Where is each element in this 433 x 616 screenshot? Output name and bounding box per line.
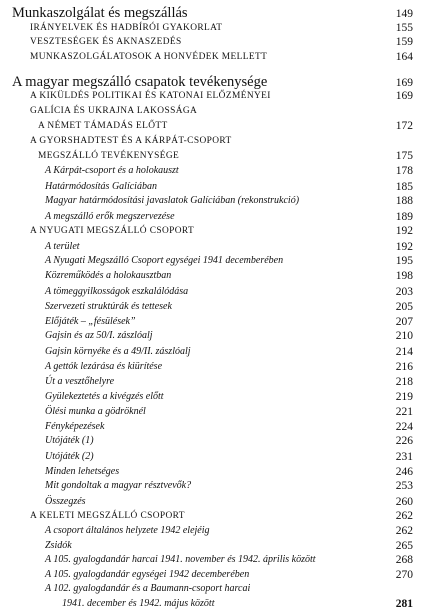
toc-entry-page: 219 [395, 390, 413, 403]
toc-entry-page: 203 [395, 285, 413, 298]
toc-entry-title: Magyar határmódosítási javaslatok Galíciában (rekonstrukció) [45, 195, 300, 207]
toc-entry-subsection [0, 163, 433, 179]
toc-entry-page: 178 [395, 165, 413, 178]
toc-entry-section [0, 20, 433, 36]
toc-entry-subsection [0, 567, 433, 583]
toc-entry-subsection [0, 209, 433, 225]
toc-entry-title: A csoport általános helyzete 1942 elejéig [45, 524, 210, 536]
toc-entry-title: 1941. december és 1942. május között [62, 598, 215, 609]
toc-entry-page: 262 [395, 524, 413, 537]
toc-entry-title: A gettók lezárása és kiürítése [45, 360, 163, 372]
toc-entry-page: 159 [395, 36, 413, 49]
toc-entry-page: 270 [395, 568, 413, 581]
toc-entry-title: A megszálló erők megszervezése [45, 210, 175, 222]
toc-entry-title: VESZTESÉGEK ÉS AKNASZEDÉS [30, 37, 182, 48]
toc-entry-page: 149 [395, 8, 413, 20]
toc-entry-section [0, 223, 433, 239]
toc-entry-title: A Kárpát-csoport és a holokauszt [45, 165, 179, 177]
toc-entry-title: Fényképezések [45, 420, 105, 432]
toc-entry-page: 192 [395, 225, 413, 238]
toc-entry-page: 265 [395, 539, 413, 552]
toc-entry-subsection [0, 449, 433, 465]
toc-entry-title: Zsidók [45, 539, 72, 551]
toc-entry-page: 175 [395, 150, 413, 163]
toc-entry-title: IRÁNYELVEK ÉS HADBÍRÓI GYAKORLAT [30, 22, 223, 33]
toc-entry-subsection [0, 374, 433, 390]
toc-entry-subsection [0, 239, 433, 255]
toc-entry-subsection [0, 359, 433, 375]
toc-entry-title: A tömeggyilkosságok eszkalálódása [45, 285, 189, 297]
toc-entry-title: Gajsin környéke és a 49/II. zászlóalj [45, 345, 191, 357]
toc-entry-title: Gajsin és az 50/I. zászlóalj [45, 330, 153, 342]
toc-entry-section [0, 508, 433, 524]
toc-entry-page: 210 [395, 330, 413, 343]
toc-entry-subsection [0, 328, 433, 344]
toc-entry-section [0, 133, 433, 149]
toc-entry-page: 281 [395, 598, 413, 610]
toc-entry-title: MEGSZÁLLÓ TEVÉKENYSÉGE [38, 151, 180, 162]
toc-entry-page: 185 [395, 180, 413, 193]
toc-entry-title: Mit gondoltak a magyar résztvevők? [45, 480, 192, 492]
toc-entry-page: 262 [395, 510, 413, 523]
toc-entry-title: A NYUGATI MEGSZÁLLÓ CSOPORT [30, 226, 195, 237]
toc-entry-page: 188 [395, 195, 413, 208]
toc-entry-subsection [0, 193, 433, 209]
toc-entry-title: A NÉMET TÁMADÁS ELŐTT [38, 121, 168, 132]
toc-entry-title: Utójáték (1) [45, 435, 94, 447]
toc-entry-section [0, 88, 433, 104]
toc-entry-page: 189 [395, 210, 413, 223]
toc-entry-section [0, 103, 433, 119]
toc-entry-subsection [0, 179, 433, 195]
toc-entry-section-continued [0, 148, 433, 164]
toc-entry-title: Utójáték (2) [45, 450, 94, 462]
toc-entry-page: 198 [395, 270, 413, 283]
toc-entry-title: Munkaszolgálat és megszállás [12, 5, 188, 21]
toc-entry-page: 207 [395, 315, 413, 328]
toc-entry-title: Ölési munka a gödröknél [45, 406, 146, 418]
toc-entry-title: Közreműködés a holokausztban [45, 270, 172, 282]
toc-entry-title: A KIKÜLDÉS POLITIKAI ÉS KATONAI ELŐZMÉNYEI [30, 91, 271, 102]
toc-entry-section [0, 34, 433, 50]
toc-entry-title: Határmódosítás Galíciában [45, 180, 157, 192]
toc-entry-title: MUNKASZOLGÁLATOSOK A HONVÉDEK MELLETT [30, 51, 268, 62]
toc-entry-page: 172 [395, 120, 413, 133]
toc-entry-subsection [0, 344, 433, 360]
toc-entry-section [0, 49, 433, 65]
toc-entry-subsection [0, 389, 433, 405]
toc-entry-part [0, 74, 433, 90]
toc-entry-title: A 102. gyalogdandár és a Baumann-csoport harcai [45, 583, 251, 595]
toc-entry-page: 164 [395, 50, 413, 63]
toc-entry-subsection [0, 268, 433, 284]
toc-entry-page: 253 [395, 480, 413, 493]
toc-entry-page: 214 [395, 345, 413, 358]
toc-entry-page: 155 [395, 21, 413, 34]
toc-entry-page: 268 [395, 554, 413, 567]
toc-entry-title: A terület [45, 240, 80, 252]
toc-entry-part [0, 5, 433, 21]
toc-entry-subsection [0, 433, 433, 449]
toc-entry-title: A GYORSHADTEST ÉS A KÁRPÁT-CSOPORT [30, 135, 232, 146]
toc-entry-title: A KELETI MEGSZÁLLÓ CSOPORT [30, 511, 185, 522]
toc-entry-subsection [0, 552, 433, 568]
toc-entry-page: 260 [395, 495, 413, 508]
toc-entry-subsection [0, 538, 433, 554]
toc-entry-subsection [0, 314, 433, 330]
toc-entry-page: 169 [395, 76, 413, 89]
toc-entry-title: A 105. gyalogdandár egységei 1942 decemberében [45, 568, 250, 580]
toc-entry-page: 226 [395, 435, 413, 448]
toc-entry-subsection [0, 299, 433, 315]
toc-entry-title: Út a vesztőhelyre [45, 376, 115, 388]
toc-entry-title: Minden lehetséges [45, 465, 120, 477]
toc-entry-subsection [0, 581, 433, 597]
toc-entry-page: 224 [395, 420, 413, 433]
toc-entry-page: 169 [395, 90, 413, 103]
toc-entry-title: Összegzés [45, 495, 86, 507]
toc-entry-title: Szervezeti struktúrák és tettesek [45, 301, 172, 313]
toc-entry-subsection [0, 419, 433, 435]
toc-entry-subsection [0, 478, 433, 494]
toc-entry-page: 205 [395, 301, 413, 314]
toc-entry-subsection [0, 523, 433, 539]
toc-entry-title: A magyar megszálló csapatok tevékenysége [12, 73, 268, 90]
toc-entry-subsection-continued [0, 596, 433, 612]
toc-entry-page: 246 [395, 465, 413, 478]
toc-entry-title: A 105. gyalogdandár harcai 1941. november és 1942. április között [45, 554, 316, 566]
toc-entry-title: GALÍCIA ÉS UKRAJNA LAKOSSÁGA [30, 105, 198, 116]
toc-entry-subsection [0, 253, 433, 269]
toc-entry-subsection [0, 494, 433, 510]
toc-entry-title: Gyülekeztetés a kivégzés előtt [45, 390, 164, 402]
toc-entry-page: 216 [395, 360, 413, 373]
toc-entry-subsection [0, 464, 433, 480]
toc-entry-subsection [0, 404, 433, 420]
toc-entry-section-continued [0, 118, 433, 134]
toc-entry-page: 231 [395, 450, 413, 463]
toc-entry-title: Előjáték – „fésülések” [45, 315, 136, 327]
toc-entry-page: 192 [395, 240, 413, 253]
toc-entry-subsection [0, 284, 433, 300]
toc-entry-page: 195 [395, 255, 413, 268]
toc-entry-title: A Nyugati Megszálló Csoport egységei 1941 decemberében [45, 255, 284, 267]
toc-entry-page: 221 [395, 406, 413, 419]
toc-entry-page: 218 [395, 376, 413, 389]
